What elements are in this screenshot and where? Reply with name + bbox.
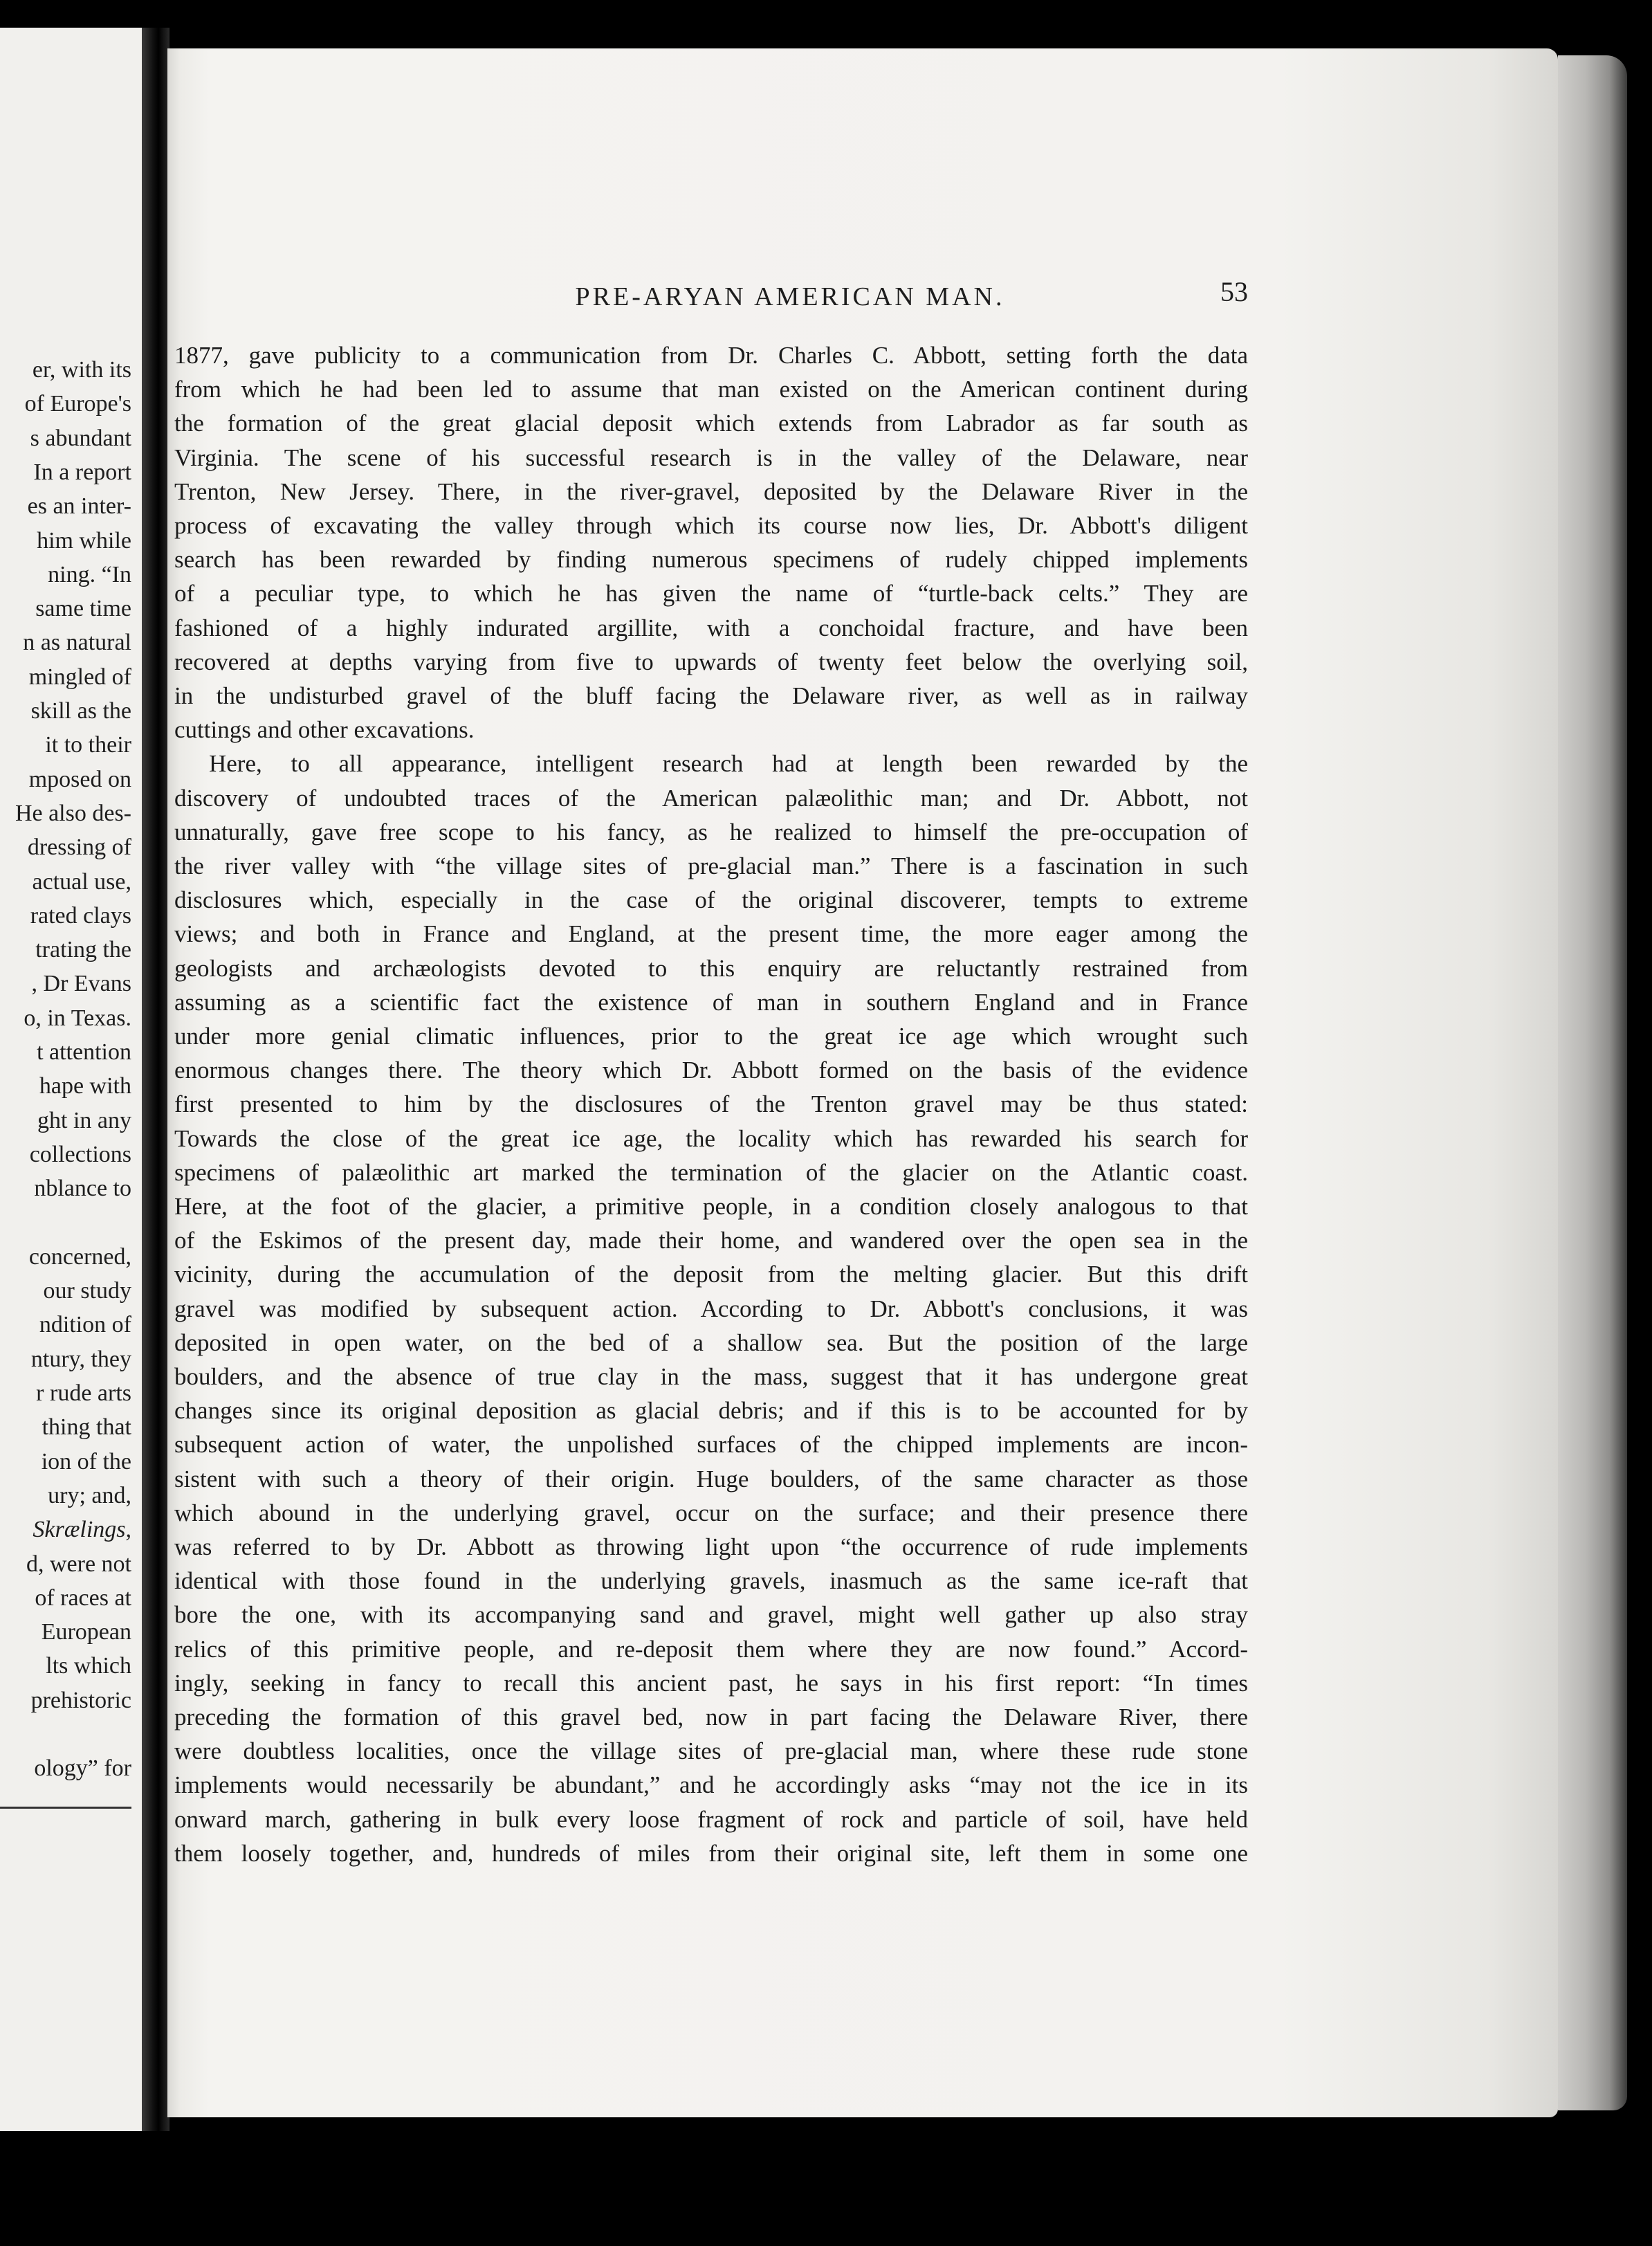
fragment-line: of races at [35,1585,131,1611]
text-line: changes since its original deposition as glacial debris; and if this is to be accounted for by [174,1397,1248,1425]
text-line: bore the one, with its accompanying sand and gravel, might well gather up also stray [174,1601,1248,1629]
fragment-line: European [41,1619,131,1645]
fragment-line: prehistoric [30,1687,131,1713]
fragment-line: , Dr Evans [31,971,131,997]
fragment-line: He also des- [15,800,131,826]
footnote-rule [0,1807,131,1809]
fragment-line: ndition of [39,1312,131,1338]
fragment-line: d, were not [26,1551,131,1577]
fragment-line: In a report [33,459,131,485]
fragment-line: lts which [46,1653,131,1679]
fragment-line: s abundant [30,425,131,451]
text-line: preceding the formation of this gravel bed, now in part facing the Delaware River, there [174,1704,1248,1731]
text-line: ingly, seeking in fancy to recall this ancient past, he says in his first report: “In times [174,1669,1248,1697]
previous-page-fragment [0,28,142,2131]
text-line: search has been rewarded by finding numerous specimens of rudely chipped implements [174,546,1248,574]
text-line: the river valley with “the village sites of pre-glacial man.” There is a fascination in such [174,852,1248,879]
text-line: deposited in open water, on the bed of a shallow sea. But the position of the large [174,1329,1248,1356]
text-line: views; and both in France and England, at the present time, the more eager among the [174,920,1248,948]
fragment-line: t attention [37,1039,131,1065]
fragment-line: o, in Texas. [24,1005,131,1031]
fragment-line: trating the [35,937,131,963]
text-line: under more genial climatic influences, prior to the great ice age which wrought such [174,1023,1248,1050]
text-line: onward march, gathering in bulk every loose fragment of rock and particle of soil, have held [174,1805,1248,1833]
fragment-line: ning. “In [48,561,131,587]
text-line: cuttings and other excavations. [174,716,475,744]
text-line: Trenton, New Jersey. There, in the river-gravel, deposited by the Delaware River in the [174,477,1248,505]
text-line: assuming as a scientific fact the existence of man in southern England and in France [174,988,1248,1016]
text-line: identical with those found in the underlying gravels, inasmuch as the same ice-raft that [174,1567,1248,1595]
text-line: the formation of the great glacial deposit which extends from Labrador as far south as [174,410,1248,437]
fragment-line: ion of the [41,1448,131,1474]
text-line: them loosely together, and, hundreds of miles from their original site, left them in some one [174,1839,1248,1867]
running-head: PRE-ARYAN AMERICAN MAN. [575,282,1005,311]
text-line: were doubtless localities, once the village sites of pre-glacial man, where these rude stone [174,1737,1248,1765]
text-line: unnaturally, gave free scope to his fancy, as he realized to himself the pre-occupation of [174,818,1248,846]
page-header [167,277,1558,318]
text-line: process of excavating the valley through which its course now lies, Dr. Abbott's diligent [174,512,1248,539]
fragment-line: hape with [39,1073,131,1099]
text-line: fashioned of a highly indurated argillite, with a conchoidal fracture, and have been [174,614,1248,641]
fragment-line: actual use, [32,868,131,895]
text-line: sistent with such a theory of their origin. Huge boulders, of the same character as those [174,1465,1248,1492]
text-line: 1877, gave publicity to a communication from Dr. Charles C. Abbott, setting forth the data [174,342,1248,369]
text-line: which abound in the underlying gravel, occur on the surface; and their presence there [174,1499,1248,1526]
fragment-line: es an inter- [27,493,131,520]
text-line: enormous changes there. The theory which Dr. Abbott formed on the basis of the evidence [174,1057,1248,1084]
text-line: Here, to all appearance, intelligent research had at length been rewarded by the [209,750,1248,778]
fragment-line: mposed on [28,766,131,792]
text-line: vicinity, during the accumulation of the deposit from the melting glacier. But this drift [174,1261,1248,1288]
fragment-line: collections [29,1141,131,1167]
fragment-line: ury; and, [48,1482,131,1508]
text-line: boulders, and the absence of true clay in the mass, suggest that it has undergone great [174,1363,1248,1390]
fragment-line: skill as the [30,698,131,724]
text-line: first presented to him by the disclosures of the Trenton gravel may be thus stated: [174,1090,1248,1118]
text-line: of a peculiar type, to which he has given the name of “turtle-back celts.” They are [174,580,1248,608]
fragment-line: thing that [42,1414,131,1441]
text-line: disclosures which, especially in the case of the original discoverer, tempts to extreme [174,886,1248,914]
text-line: geologists and archæologists devoted to this enquiry are reluctantly restrained from [174,954,1248,982]
fragment-line: ght in any [37,1107,131,1133]
page-number: 53 [1220,276,1248,307]
book-page [167,48,1558,2117]
text-line: in the undisturbed gravel of the bluff facing the Delaware river, as well as in railway [174,682,1248,709]
text-line: recovered at depths varying from five to upwards of twenty feet below the overlying soil, [174,648,1248,675]
fragment-line: rated clays [30,902,131,929]
fragment-line: him while [37,527,131,554]
fragment-line: n as natural [23,630,131,656]
fragment-line: ology” for [34,1755,131,1782]
text-line: gravel was modified by subsequent action. According to Dr. Abbott's conclusions, it was [174,1295,1248,1322]
fragment-line: concerned, [28,1243,131,1270]
text-line: Here, at the foot of the glacier, a primitive people, in a condition closely analogous to that [174,1193,1248,1220]
text-line: subsequent action of water, the unpolished surfaces of the chipped implements are incon- [174,1431,1248,1459]
fragment-line: dressing of [27,834,131,861]
fragment-line: mingled of [28,664,131,690]
text-line: specimens of palæolithic art marked the termination of the glacier on the Atlantic coast. [174,1158,1248,1186]
text-line: relics of this primitive people, and re-deposit them where they are now found.” Accord- [174,1635,1248,1663]
text-line: from which he had been led to assume that man existed on the American continent during [174,376,1248,403]
text-line: of the Eskimos of the present day, made their home, and wandered over the open sea in the [174,1227,1248,1254]
fragment-line: it to their [45,732,131,758]
text-line: Towards the close of the great ice age, the locality which has rewarded his search for [174,1124,1248,1152]
text-line: Virginia. The scene of his successful research is in the valley of the Delaware, near [174,444,1248,471]
fragment-line: ntury, they [30,1346,131,1372]
fragment-line: er, with its [32,357,131,383]
fragment-line: our study [43,1278,131,1304]
text-line: discovery of undoubted traces of the American palæolithic man; and Dr. Abbott, not [174,784,1248,812]
fragment-line: Skrælings, [33,1517,131,1543]
text-line: implements would necessarily be abundant,” and he accordingly asks “may not the ice in its [174,1771,1248,1799]
fragment-line: nblance to [34,1176,131,1202]
fragment-line: same time [35,596,131,622]
fragment-line: r rude arts [36,1380,131,1406]
fragment-line: of Europe's [24,391,131,417]
text-line: was referred to by Dr. Abbott as throwing light upon “the occurrence of rude implements [174,1533,1248,1560]
book-gutter [142,28,169,2131]
page-edge-shadow [1558,55,1627,2110]
